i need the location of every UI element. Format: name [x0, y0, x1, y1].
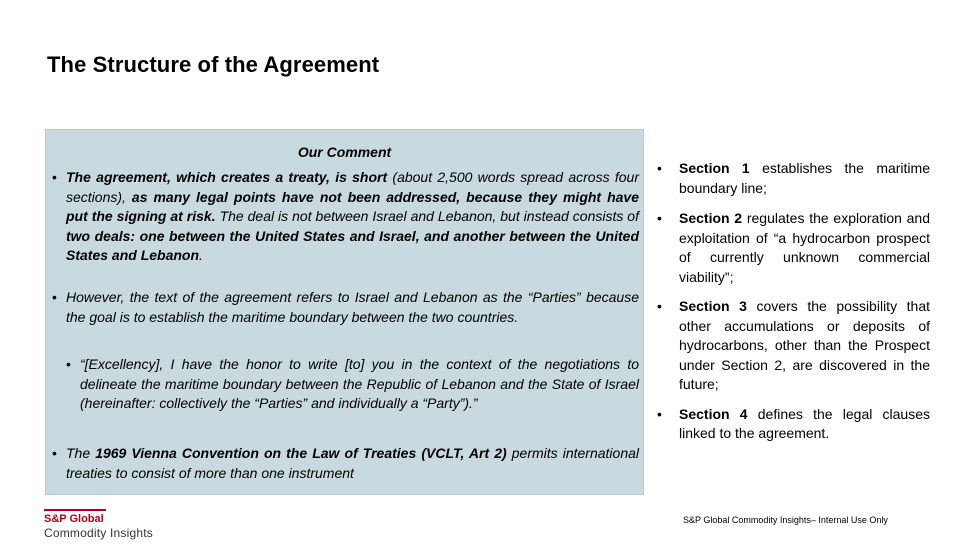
- text: permits international treaties to consist of more than one instrument: [66, 445, 639, 481]
- section-text: defines the legal clauses linked to the agreement.: [679, 405, 931, 441]
- section-item: [657, 405, 931, 444]
- section-label: Section 4: [679, 405, 748, 422]
- bold-text: as many legal points have not been addressed, because they might have put the signing at risk.: [66, 188, 639, 224]
- section-text: regulates the exploration and exploitation of “a hydrocarbon prospect of currently unknown commercial viability”;: [679, 210, 930, 285]
- bold-text: two deals: one between the United States and Israel, and another between the United States and Lebanon: [66, 227, 639, 263]
- logo-line-2: Commodity Insights: [44, 526, 153, 540]
- comment-bullet-2: [52, 288, 639, 327]
- bullet-dot-icon: •: [52, 445, 57, 461]
- section-label: Section 1: [679, 160, 750, 176]
- section-item: [657, 159, 930, 198]
- logo-line-1: S&P Global: [44, 513, 104, 525]
- comment-heading: Our Comment: [297, 144, 392, 160]
- logo-bar: [44, 509, 106, 511]
- bullet-dot-icon: •: [657, 210, 662, 226]
- comment-bullet-3: [66, 355, 639, 414]
- bullet-dot-icon: •: [657, 298, 662, 314]
- bullet-dot-icon: •: [66, 356, 71, 372]
- section-item: [657, 209, 930, 287]
- section-label: Section 2: [679, 210, 743, 226]
- text: .: [199, 247, 203, 263]
- bold-text: 1969 Vienna Convention on the Law of Treaties (VCLT, Art 2): [95, 445, 507, 461]
- section-label: Section 3: [679, 298, 747, 314]
- text: The deal is not between Israel and Lebanon, but instead consists of: [215, 208, 639, 224]
- comment-box: [45, 129, 644, 495]
- section-item: [657, 297, 930, 395]
- section-text: covers the possibility that other accumulations or deposits of hydrocarbons, other than the Prospect under Section 2, are discovered in the future;: [679, 298, 930, 392]
- comment-bullet-4: [52, 444, 639, 483]
- text: (about 2,500 words spread across four sections),: [66, 169, 639, 205]
- section-text: establishes the maritime boundary line;: [679, 160, 930, 196]
- bullet-dot-icon: •: [52, 289, 57, 305]
- text: However, the text of the agreement refers to Israel and Lebanon as the “Parties” because the goal is to establish the maritime boundary between the two countries.: [66, 289, 639, 325]
- bullet-dot-icon: •: [52, 169, 57, 185]
- footer-note: S&P Global Commodity Insights– Internal Use Only: [683, 515, 888, 525]
- sections-list: [657, 159, 931, 444]
- quote-text: “[Excellency], I have the honor to write [to] you in the context of the negotiations to delineate the maritime boundary between the Republic of Lebanon and the State of Israel (hereinafter: collectively the “Parties” and individually a “Party”).”: [80, 356, 639, 411]
- comment-bullet-1: [52, 168, 639, 266]
- bullet-dot-icon: •: [657, 405, 662, 422]
- company-logo: [44, 509, 153, 540]
- bold-text: The agreement, which creates a treaty, is short: [66, 169, 388, 185]
- text: The: [66, 445, 96, 461]
- slide-title: The Structure of the Agreement: [47, 52, 380, 77]
- bullet-dot-icon: •: [657, 160, 662, 176]
